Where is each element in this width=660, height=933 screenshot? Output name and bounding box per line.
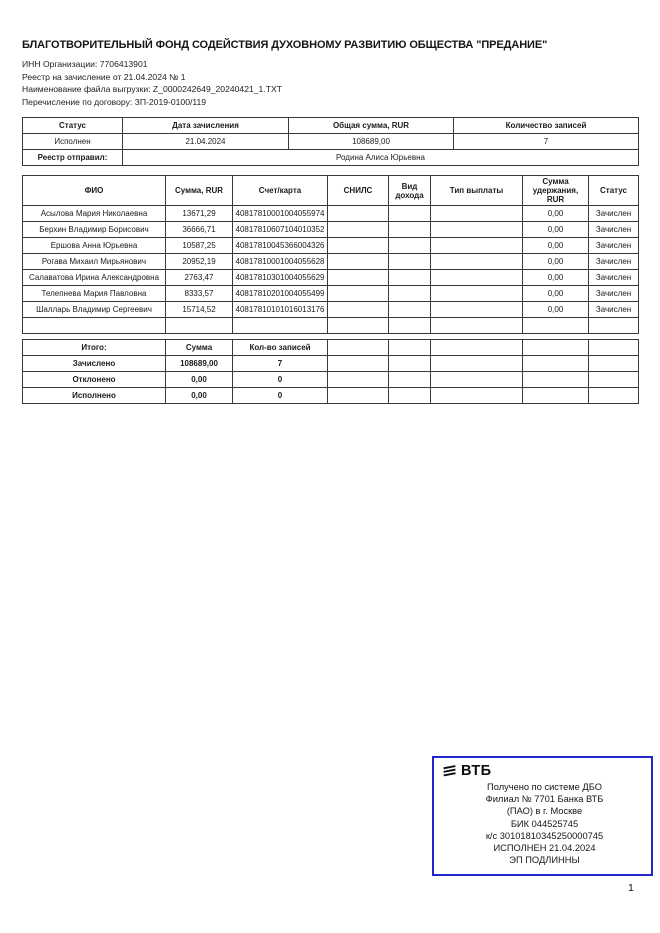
cell-status: Зачислен [589,302,639,318]
cell-income-type [389,206,431,222]
cell-account: 40817810607104010352 [233,222,328,238]
cell-snils [328,238,389,254]
summary-count-value: 7 [454,134,639,150]
cell-fio: Берхин Владимир Борисович [23,222,166,238]
cell-snils [328,270,389,286]
cell-account: 40817810001004055628 [233,254,328,270]
cell-withhold: 0,00 [523,270,589,286]
col-header-snils: СНИЛС [328,176,389,206]
cell-fio: Шалларь Владимир Сергеевич [23,302,166,318]
col-header-payment-type: Тип выплаты [431,176,523,206]
org-inn-line: ИНН Организации: 7706413901 [22,59,148,69]
cell-amount: 20952,19 [166,254,233,270]
cell-withhold: 0,00 [523,222,589,238]
cell-payment-type [431,206,523,222]
totals-rejected-label: Отклонено [23,372,166,388]
export-file-line: Наименование файла выгрузки: Z_0000242649_20240421_1.TXT [22,84,282,95]
cell-fio: Телепнева Мария Павловна [23,286,166,302]
stamp-line-bik: БИК 044525745 [510,818,579,829]
table-row [23,254,639,270]
totals-table [22,339,639,404]
cell-withhold: 0,00 [523,254,589,270]
table-row [23,302,639,318]
cell-payment-type [431,254,523,270]
col-header-account: Счет/карта [233,176,328,206]
totals-row-credited [23,356,639,372]
cell-income-type [389,238,431,254]
stamp-line-branch: Филиал № 7701 Банка ВТБ [485,794,604,805]
cell-account: 40817810101016013176 [233,302,328,318]
cell-income-type [389,222,431,238]
cell-amount: 10587,25 [166,238,233,254]
cell-status: Зачислен [589,270,639,286]
registry-date-line: Реестр на зачисление от 21.04.2024 № 1 [22,71,186,82]
cell-income-type [389,254,431,270]
cell-account: 40817810301004055629 [233,270,328,286]
cell-amount: 15714,52 [166,302,233,318]
cell-account: 40817810201004055499 [233,286,328,302]
summary-header-total: Общая сумма, RUR [289,118,454,134]
sender-label: Реестр отправил: [23,150,123,166]
vtb-logo [442,763,647,779]
cell-status: Зачислен [589,206,639,222]
summary-header-row [23,118,639,134]
stamp-line-received: Получено по системе ДБО [487,782,602,792]
table-row [23,238,639,254]
cell-fio: Салаватова Ирина Александровна [23,270,166,286]
cell-snils [328,222,389,238]
stamp-line-executed: ИСПОЛНЕН 21.04.2024 [493,843,596,854]
cell-payment-type [431,238,523,254]
totals-row-rejected [23,372,639,388]
cell-withhold: 0,00 [523,302,589,318]
cell-fio: Ершова Анна Юрьевна [23,238,166,254]
cell-snils [328,302,389,318]
page-title: БЛАГОТВОРИТЕЛЬНЫЙ ФОНД СОДЕЙСТВИЯ ДУХОВНОМУ РАЗВИТИЮ ОБЩЕСТВА "ПРЕДАНИЕ" [22,39,548,51]
cell-withhold: 0,00 [523,206,589,222]
totals-sum-header: Сумма [166,340,233,356]
stamp-line-city: (ПАО) в г. Москве [506,806,583,817]
registry-header-row [23,176,639,206]
page-number: 1 [628,882,634,894]
cell-snils [328,286,389,302]
cell-status: Зачислен [589,286,639,302]
summary-table [22,117,639,166]
stamp-line-signature: ЭП ПОДЛИННЫ [509,855,580,866]
totals-executed-count: 0 [233,388,328,404]
summary-value-row [23,134,639,150]
cell-payment-type [431,222,523,238]
col-header-fio: ФИО [23,176,166,206]
summary-header-status: Статус [23,118,123,134]
totals-row-executed [23,388,639,404]
totals-header-row [23,340,639,356]
cell-snils [328,254,389,270]
stamp-line-corr-account: к/с 30101810345250000745 [485,830,604,841]
totals-rejected-sum: 0,00 [166,372,233,388]
cell-amount: 36666,71 [166,222,233,238]
summary-sender-row [23,150,639,166]
cell-account: 40817810001004055974 [233,206,328,222]
cell-payment-type [431,286,523,302]
registry-table [22,175,639,334]
col-header-income-type: Вид дохода [389,176,431,206]
col-header-status: Статус [589,176,639,206]
cell-account: 40817810045366004326 [233,238,328,254]
totals-credited-label: Зачислено [23,356,166,372]
cell-income-type [389,286,431,302]
cell-withhold: 0,00 [523,286,589,302]
sender-value: Родина Алиса Юрьевна [123,150,639,166]
cell-fio: Рогава Михаил Мирьянович [23,254,166,270]
empty-row [23,318,639,334]
cell-snils [328,206,389,222]
table-row [23,206,639,222]
cell-fio: Асылова Мария Николаевна [23,206,166,222]
cell-amount: 2763,47 [166,270,233,286]
table-row [23,286,639,302]
totals-executed-label: Исполнено [23,388,166,404]
summary-header-count: Количество записей [454,118,639,134]
summary-status-value: Исполнен [23,134,123,150]
totals-count-header: Кол-во записей [233,340,328,356]
stamp-text [442,781,647,866]
header-info [22,58,638,108]
vtb-flag-icon [442,765,458,777]
summary-date-value: 21.04.2024 [123,134,289,150]
totals-credited-count: 7 [233,356,328,372]
vtb-logo-text: ВТБ [461,763,492,779]
cell-income-type [389,302,431,318]
totals-rejected-count: 0 [233,372,328,388]
cell-amount: 13671,29 [166,206,233,222]
totals-credited-sum: 108689,00 [166,356,233,372]
table-row [23,270,639,286]
contract-line: Перечисление по договору: ЗП-2019-0100/119 [22,96,207,107]
col-header-withhold: Сумма удержания, RUR [523,176,589,206]
bank-stamp [432,756,653,876]
summary-total-value: 108689,00 [289,134,454,150]
cell-income-type [389,270,431,286]
col-header-amount: Сумма, RUR [166,176,233,206]
cell-withhold: 0,00 [523,238,589,254]
cell-amount: 8333,57 [166,286,233,302]
cell-payment-type [431,302,523,318]
cell-status: Зачислен [589,254,639,270]
cell-status: Зачислен [589,238,639,254]
table-row [23,222,639,238]
totals-label: Итого: [23,340,166,356]
cell-status: Зачислен [589,222,639,238]
summary-header-date: Дата зачисления [123,118,289,134]
totals-executed-sum: 0,00 [166,388,233,404]
cell-payment-type [431,270,523,286]
